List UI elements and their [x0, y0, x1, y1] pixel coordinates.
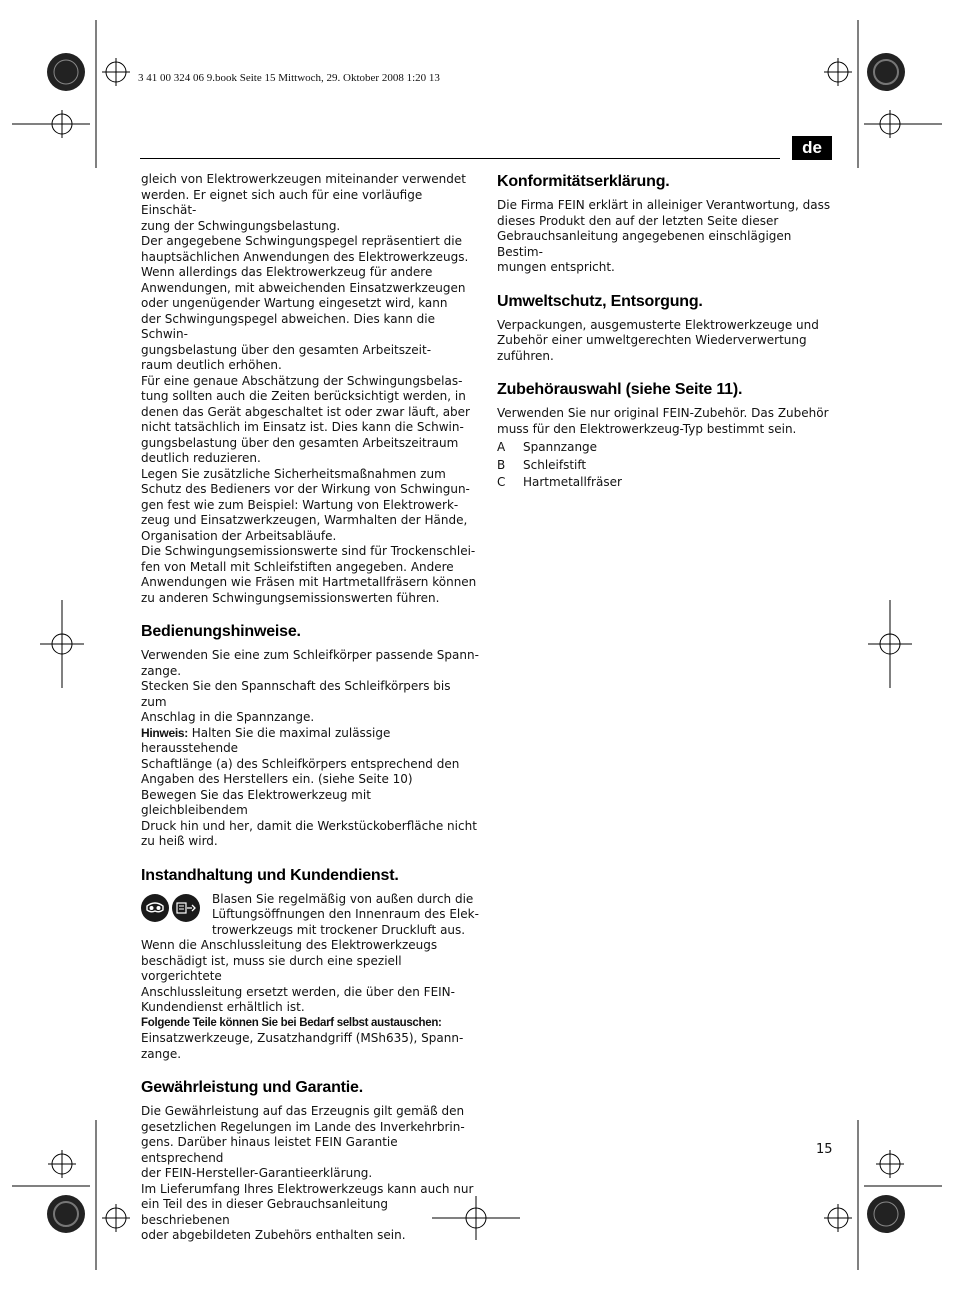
operation-paragraph: Verwenden Sie eine zum Schleifkörper passende Spann- zange.	[141, 648, 479, 678]
section-title-conformity: Konformitätserklärung.	[497, 173, 670, 190]
conformity-paragraph: Die Firma FEIN erklärt in alleiniger Verantwortung, dass dieses Produkt den auf der letzten Seite dieser Gebrauchsanleitung angegebenen einschlägigen Bestim- mungen entspricht.	[497, 198, 831, 274]
list-item-label: Spannzange	[523, 440, 598, 454]
page-number: 15	[816, 1142, 833, 1157]
intro-paragraph: Legen Sie zusätzliche Sicherheitsmaßnahmen zum Schutz des Bedieners vor der Wirkung von Schwingun- gen fest wie zum Beispiel: Wartung von Elektrowerk- zeug und Einsatzwerkzeugen, Warmhalten der Hände, Organisation der Arbeitsabläufe.	[141, 466, 470, 543]
environment-paragraph: Verpackungen, ausgemusterte Elektrowerkzeuge und Zubehör einer umweltgerechten Wiederverwertung zuführen.	[497, 317, 819, 363]
section-title-environment: Umweltschutz, Entsorgung.	[497, 292, 703, 310]
header-rule	[140, 158, 780, 159]
list-item-key: C	[497, 475, 506, 489]
left-column	[141, 172, 479, 1244]
eye-protection-icon	[141, 894, 169, 922]
accessories-list	[497, 440, 835, 491]
intro-paragraph: Die Schwingungsemissionswerte sind für Trockenschlei- fen von Metall mit Schleifstiften angegeben. Andere Anwendungen wie Fräsen mit Hartmetallfräsern können zu anderen Schwingungsemissionswerten führen.	[141, 544, 477, 605]
warranty-paragraph: Im Lieferumfang Ihres Elektrowerkzeugs kann auch nur ein Teil des in dieser Gebrauchsanleitung beschriebenen oder abgebildeten Zubehörs enthalten sein.	[141, 1181, 474, 1242]
note-text: Halten Sie die maximal zulässige herausstehende Schaftlänge (a) des Schleifkörpers entsprechend den Angaben des Herstellers ein. (siehe Seite 10)	[141, 725, 460, 786]
compressed-air-icon	[172, 894, 200, 922]
list-item-label: Hartmetallfräser	[523, 475, 622, 489]
intro-paragraph: Der angegebene Schwingungspegel repräsentiert die hauptsächlichen Anwendungen des Elektrowerkzeugs. Wenn allerdings das Elektrowerkzeug für andere Anwendungen, mit abweichenden Einsatzwerkzeugen oder ungenügender Wartung eingesetzt wird, kann der Schwingungspegel abweichen. Dies kann die Schwin- gungsbelastung über den gesamten Arbeitszeit- raum deutlich erhöhen.	[141, 234, 469, 372]
print-file-info: 3 41 00 324 06 9.book Seite 15 Mittwoch, 29. Oktober 2008 1:20 13	[138, 72, 440, 84]
language-badge: de	[792, 136, 832, 160]
list-item	[497, 440, 835, 456]
accessories-paragraph: Verwenden Sie nur original FEIN-Zubehör. Das Zubehör muss für den Elektrowerkzeug-Typ bestimmt sein.	[497, 406, 829, 436]
operation-paragraph: Bewegen Sie das Elektrowerkzeug mit gleichbleibendem Druck hin und her, damit die Werkstückoberfläche nicht zu heiß wird.	[141, 787, 477, 848]
list-item-key: A	[497, 440, 506, 454]
operation-note	[141, 726, 479, 788]
list-item	[497, 475, 835, 491]
intro-paragraph: Für eine genaue Abschätzung der Schwingungsbelas- tung sollten auch die Zeiten berücksichtigt werden, in denen das Gerät abgeschaltet ist oder zwar läuft, aber nicht tatsächlich im Einsatz ist. Dies kann die Schwin- gungsbelastung über den gesamten Arbeitszeitraum deutlich reduzieren.	[141, 373, 470, 465]
section-title-operation: Bedienungshinweise.	[141, 623, 301, 640]
list-item-key: B	[497, 457, 506, 472]
replaceable-parts-heading: Folgende Teile können Sie bei Bedarf selbst austauschen:	[141, 1016, 442, 1029]
maintenance-paragraph: Einsatzwerkzeuge, Zusatzhandgriff (MSh635), Spann- zange.	[141, 1031, 464, 1061]
list-item	[497, 458, 835, 474]
intro-paragraph: gleich von Elektrowerkzeugen miteinander verwendet werden. Er eignet sich auch für eine vorläufige Einschät- zung der Schwingungsbelastung.	[141, 172, 466, 233]
section-title-maintenance: Instandhaltung und Kundendienst.	[141, 866, 399, 884]
maintenance-icon-text: Blasen Sie regelmäßig von außen durch die Lüftungsöffnungen den Innenraum des Elek- trowerkzeugs mit trockener Druckluft aus.	[212, 891, 479, 937]
maintenance-icon-row	[141, 892, 479, 939]
maintenance-icons	[141, 894, 200, 922]
operation-paragraph: Stecken Sie den Spannschaft des Schleifkörpers bis zum Anschlag in die Spannzange.	[141, 679, 451, 724]
section-title-warranty: Gewährleistung und Garantie.	[141, 1079, 363, 1096]
note-label: Hinweis:	[141, 725, 188, 740]
right-column	[497, 172, 835, 493]
warranty-paragraph: Die Gewährleistung auf das Erzeugnis gilt gemäß den gesetzlichen Regelungen im Lande des Inverkehrbrin- gens. Darüber hinaus leistet FEIN Garantie entsprechend der FEIN-Hersteller-Garantieerklärung.	[141, 1104, 465, 1180]
list-item-label: Schleifstift	[523, 457, 587, 472]
maintenance-paragraph: Wenn die Anschlussleitung des Elektrowerkzeugs beschädigt ist, muss sie durch eine speziell vorgerichtete Anschlussleitung ersetzt werden, die über den FEIN- Kundendienst erhältlich ist.	[141, 938, 455, 1014]
section-title-accessories: Zubehörauswahl (siehe Seite 11).	[497, 381, 743, 398]
